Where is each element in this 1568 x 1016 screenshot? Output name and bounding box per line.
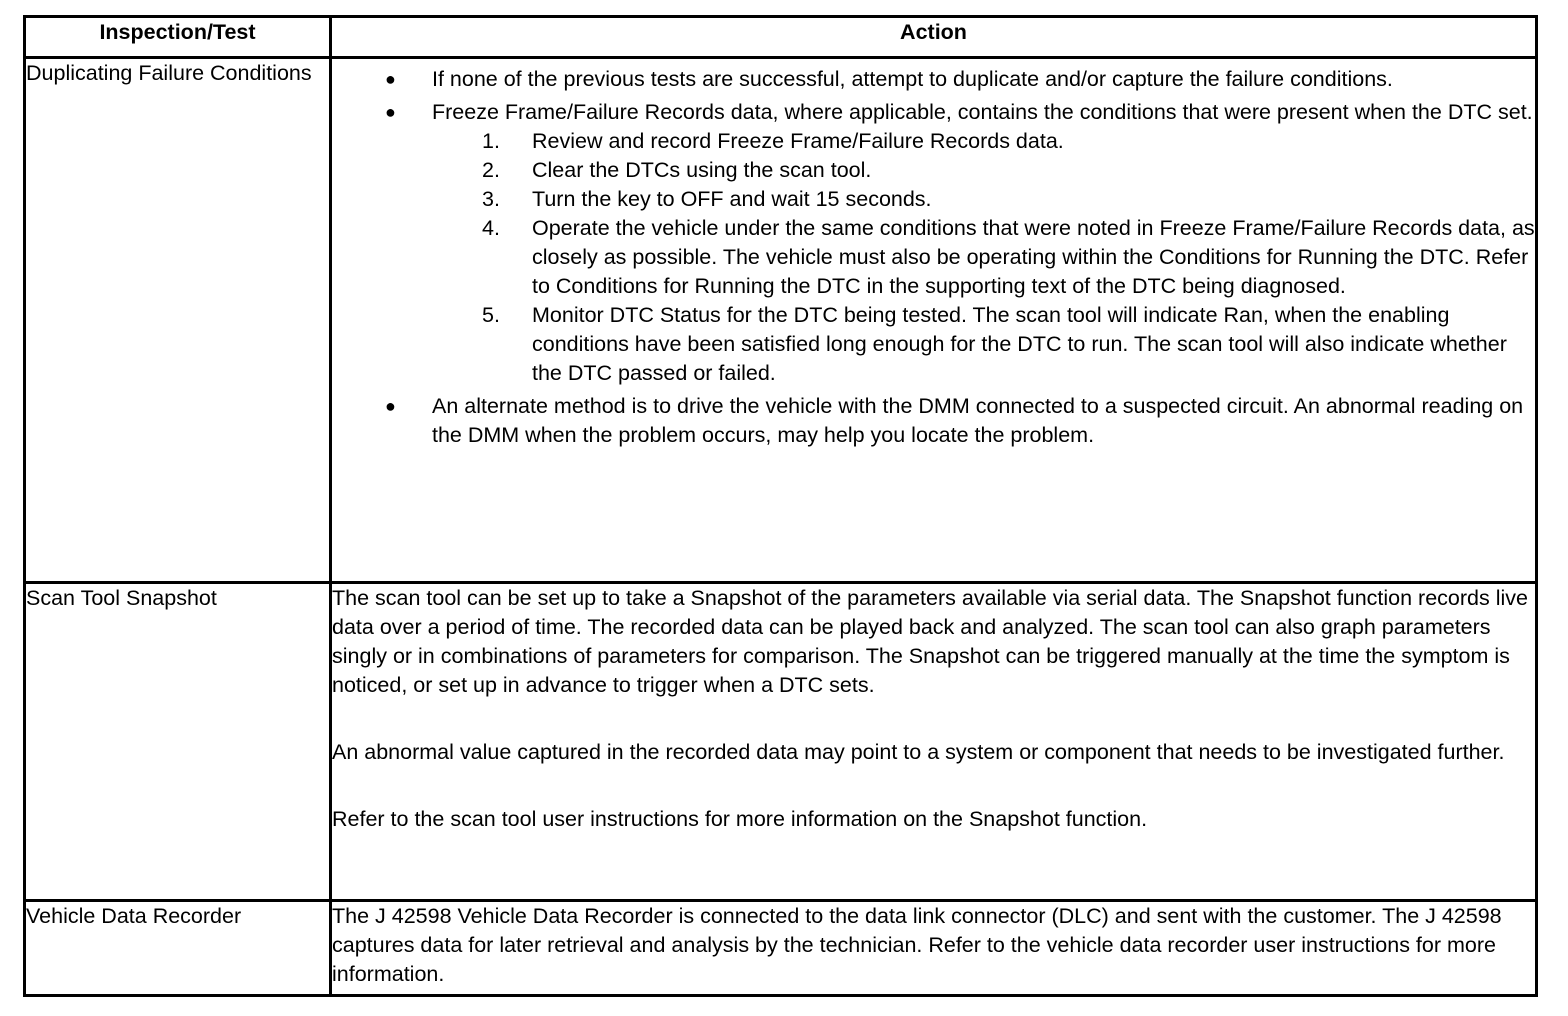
bullet-list <box>332 65 1535 450</box>
step-number: 1. <box>482 129 500 153</box>
header-action: Action <box>331 17 1537 58</box>
paragraph: The J 42598 Vehicle Data Recorder is connected to the data link connector (DLC) and sent with the customer. The J 42598 captures data for later retrieval and analysis by the technician. Refer to the vehicle data recorder user instructions for more information. <box>332 904 1502 986</box>
step-text: Review and record Freeze Frame/Failure Records data. <box>532 129 1064 153</box>
row-label-snapshot: Scan Tool Snapshot <box>25 583 331 901</box>
header-row <box>25 17 1537 58</box>
step-number: 3. <box>482 187 500 211</box>
step-number: 4. <box>482 216 500 240</box>
bullet-text: An alternate method is to drive the vehicle with the DMM connected to a suspected circuit. An abnormal reading on the DMM when the problem occurs, may help you locate the problem. <box>432 394 1524 447</box>
bullet-text: Freeze Frame/Failure Records data, where applicable, contains the conditions that were present when the DTC set. <box>432 100 1533 124</box>
row-action-duplicating <box>331 58 1537 583</box>
step-number: 2. <box>482 158 500 182</box>
bullet-icon: ● <box>385 396 396 416</box>
step-text: Clear the DTCs using the scan tool. <box>532 158 872 182</box>
step-item <box>432 156 1535 185</box>
header-inspection-test: Inspection/Test <box>25 17 331 58</box>
bullet-icon: ● <box>385 69 396 89</box>
step-item <box>432 214 1535 301</box>
bullet-item <box>332 98 1535 388</box>
paragraph: An abnormal value captured in the recorded data may point to a system or component that needs to be investigated further. <box>332 740 1505 764</box>
inspection-table <box>23 15 1538 997</box>
step-item <box>432 301 1535 388</box>
row-label-recorder: Vehicle Data Recorder <box>25 901 331 996</box>
bullet-item <box>332 392 1535 450</box>
bullet-text: If none of the previous tests are successful, attempt to duplicate and/or capture the failure conditions. <box>432 67 1393 91</box>
paragraph: Refer to the scan tool user instructions for more information on the Snapshot function. <box>332 807 1148 831</box>
table-row <box>25 58 1537 583</box>
step-text: Operate the vehicle under the same conditions that were noted in Freeze Frame/Failure Records data, as closely as possible. The vehicle must also be operating within the Conditions for Running the DTC. Refer to Conditions for Running the DTC in the supporting text of the DTC being diagnosed. <box>532 216 1535 298</box>
step-text: Monitor DTC Status for the DTC being tested. The scan tool will indicate Ran, when the enabling conditions have been satisfied long enough for the DTC to run. The scan tool will also indicate whether the DTC passed or failed. <box>532 303 1507 385</box>
step-number: 5. <box>482 303 500 327</box>
bullet-item <box>332 65 1535 94</box>
step-list <box>432 127 1535 388</box>
row-action-snapshot <box>331 583 1537 901</box>
table-row <box>25 901 1537 996</box>
paragraph: The scan tool can be set up to take a Snapshot of the parameters available via serial data. The Snapshot function records live data over a period of time. The recorded data can be played back and analyzed. The scan tool can also graph parameters singly or in combinations of parameters for comparison. The Snapshot can be triggered manually at the time the symptom is noticed, or set up in advance to trigger when a DTC sets. <box>332 586 1528 697</box>
step-text: Turn the key to OFF and wait 15 seconds. <box>532 187 932 211</box>
bullet-icon: ● <box>385 102 396 122</box>
row-action-recorder <box>331 901 1537 996</box>
step-item <box>432 185 1535 214</box>
table-row <box>25 583 1537 901</box>
row-label-duplicating: Duplicating Failure Conditions <box>25 58 331 583</box>
step-item <box>432 127 1535 156</box>
